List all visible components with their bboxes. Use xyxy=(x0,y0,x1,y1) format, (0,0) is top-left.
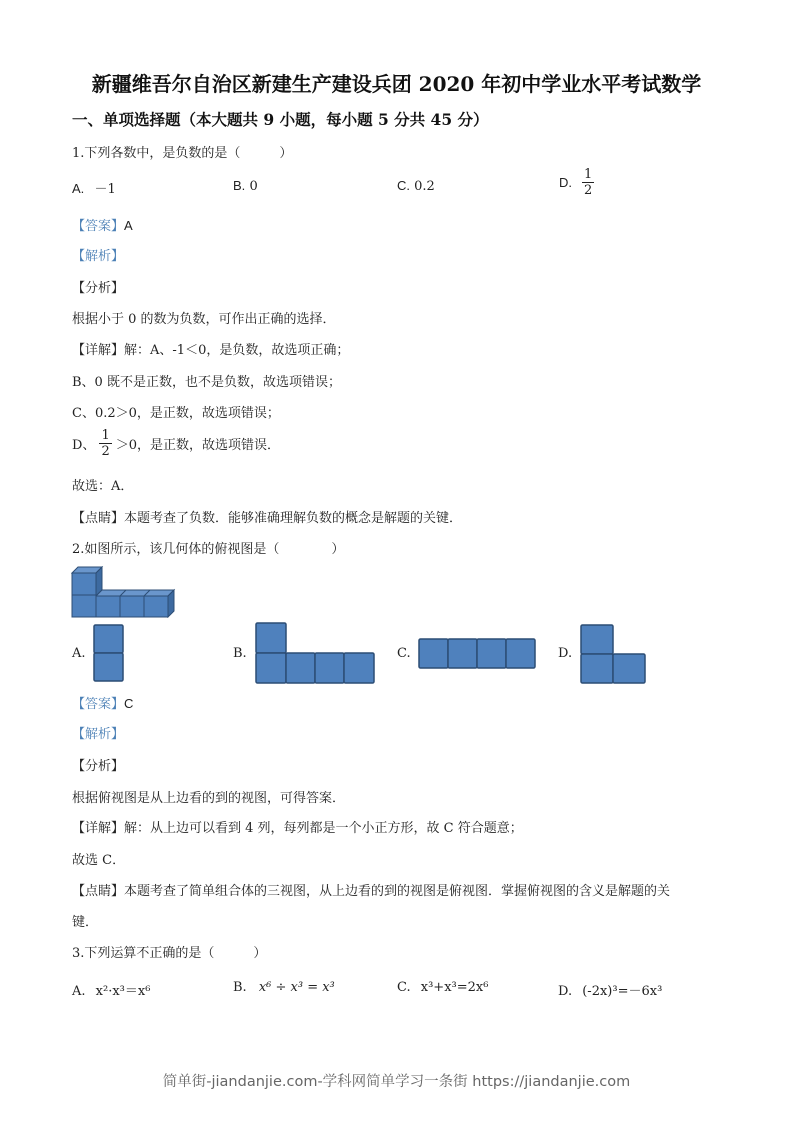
q3-option-a: A. x²·x³＝x⁶ xyxy=(72,984,151,999)
q2-option-c-figure xyxy=(418,638,537,669)
q1-fenxi-tag: 【分析】 xyxy=(72,281,125,296)
q2-option-d-figure xyxy=(580,624,647,684)
q2-conclusion: 故选 C． xyxy=(72,853,126,868)
q3-option-b: B. x⁶ ÷ x³ = x³ xyxy=(233,980,335,995)
q3-option-c: C. x³+x³=2x⁶ xyxy=(397,980,489,995)
q1-xiangjie-line-2: B、0 既不是正数，也不是负数，故选项错误； xyxy=(72,375,341,390)
document-title: 新疆维吾尔自治区新建生产建设兵团 2020 年初中学业水平考试数学 xyxy=(91,72,702,96)
footer-watermark: 简单街-jiandanjie.com-学科网简单学习一条街 https://jiandanjie.com xyxy=(162,1074,631,1090)
q1-option-c: C. 0.2 xyxy=(397,178,435,194)
q2-option-b-label: B. xyxy=(233,646,247,661)
q2-answer: 【答案】C xyxy=(72,696,134,711)
fraction: $\frac{1}{2}$ xyxy=(584,167,593,198)
q2-xiangjie: 【详解】解：从上边可以看到 4 列，每列都是一个小正方形，故 C 符合题意； xyxy=(72,821,523,836)
q2-option-d-label: D. xyxy=(558,646,573,661)
q2-dianjing-line-2: 键． xyxy=(72,915,99,930)
q1-option-d: D. $\frac{1}{2}$ xyxy=(559,167,593,198)
fraction: $\frac{1}{2}$ xyxy=(101,428,110,459)
q2-option-a-figure xyxy=(93,624,125,682)
q2-option-c-label: C. xyxy=(397,646,411,661)
q1-option-a: A. －1 xyxy=(72,181,116,197)
q1-xiangjie-line-1: 【详解】解：A、-1＜0，是负数，故选项正确； xyxy=(72,343,350,358)
q1-fenxi: 根据小于 0 的数为负数，可作出正确的选择． xyxy=(72,312,336,327)
q2-dianjing-line-1: 【点睛】本题考查了简单组合体的三视图，从上边看的到的视图是俯视图．掌握俯视图的含义是解题的关 xyxy=(72,884,671,899)
q1-jiexi-tag: 【解析】 xyxy=(72,248,125,263)
q3-option-d: D. (-2x)³=－6x³ xyxy=(558,984,663,999)
q2-fenxi: 根据俯视图是从上边看的到的视图，可得答案． xyxy=(72,791,346,806)
q1-answer: 【答案】A xyxy=(72,218,133,233)
q3-stem: 3.下列运算不正确的是（ ） xyxy=(72,946,267,961)
solid-figure-image xyxy=(71,566,177,618)
q1-dianjing: 【点睛】本题考查了负数．能够准确理解负数的概念是解题的关键． xyxy=(72,511,463,526)
q2-fenxi-tag: 【分析】 xyxy=(72,759,125,774)
q2-stem: 2.如图所示，该几何体的俯视图是（ ） xyxy=(72,542,345,557)
q2-option-a-label: A. xyxy=(72,646,86,661)
q2-option-b-figure xyxy=(255,622,376,684)
q1-xiangjie-line-4: D、 $\frac{1}{2}$ ＞0，是正数，故选项错误． xyxy=(72,428,280,459)
q1-option-b: B. 0 xyxy=(233,178,258,194)
q1-conclusion: 故选：A． xyxy=(72,479,134,494)
q1-stem: 1.下列各数中，是负数的是（ ） xyxy=(72,146,293,161)
q2-jiexi-tag: 【解析】 xyxy=(72,726,125,741)
section-heading: 一、单项选择题（本大题共 9 小题，每小题 5 分共 45 分） xyxy=(72,110,489,129)
q1-xiangjie-line-3: C、0.2＞0，是正数，故选项错误； xyxy=(72,406,280,421)
